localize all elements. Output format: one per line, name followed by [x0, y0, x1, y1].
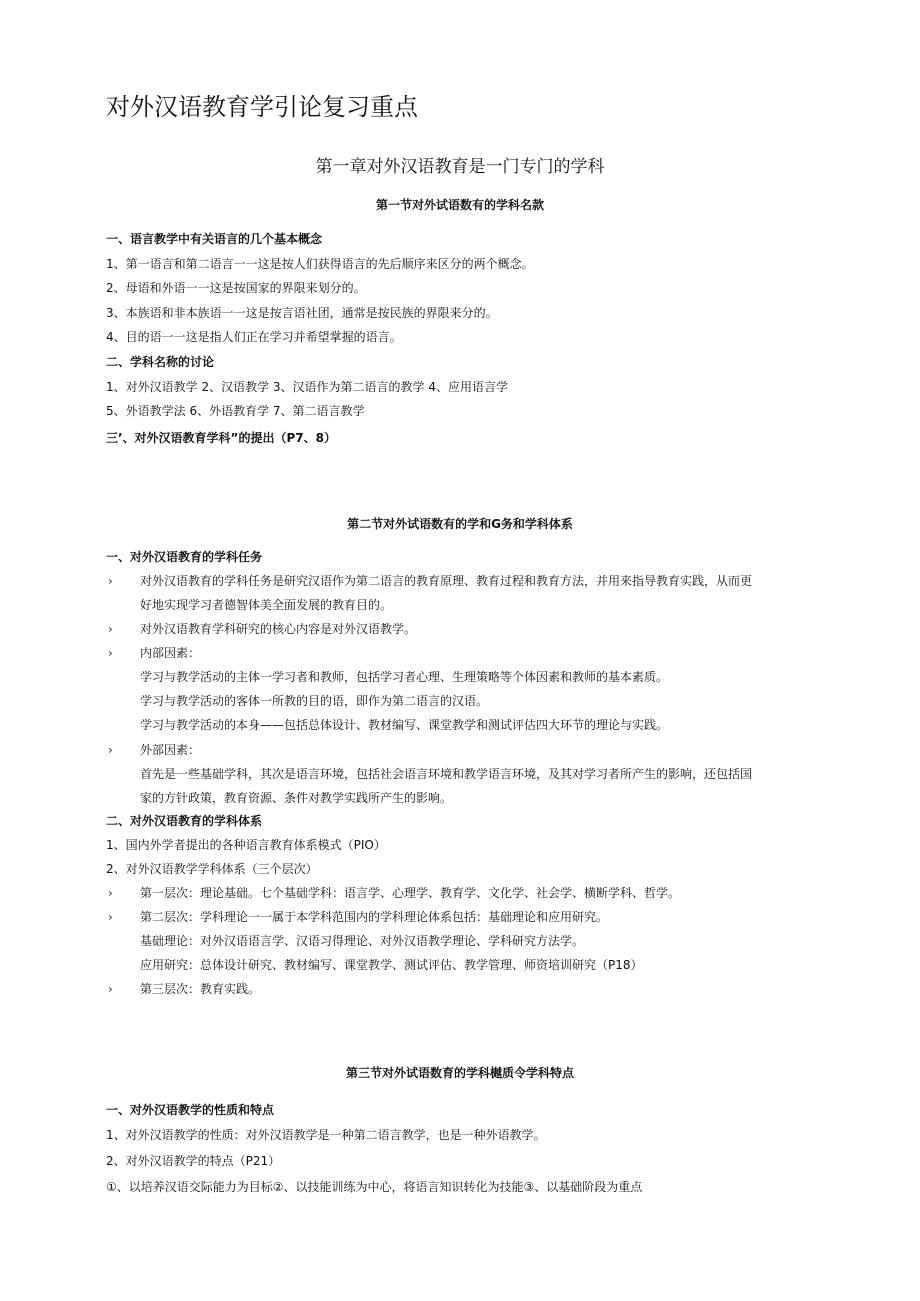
list-item: 1、对外汉语教学的性质：对外汉语教学是一种第二语言教学，也是一种外语教学。 — [106, 1128, 546, 1142]
bullet-text-continuation: 好地实现学习者德智体美全面发展的教育目的。 — [140, 598, 393, 612]
bullet-text: 对外汉语教育的学科任务是研究汉语作为第二语言的教育原理、教育过程和教育方法，并用来指导教育实践，从而更 — [140, 574, 753, 588]
bullet-text: 第一层次：理论基础。七个基础学科：语言学、心理学、教育学、文化学、社会学、横断学科、哲学。 — [140, 886, 681, 900]
section-1-title: 第一节对外试语数有的学科名款 — [375, 198, 544, 212]
list-item: 2、对外汉语教学的特点（P21） — [106, 1154, 281, 1168]
bullet-text: 内部因素： — [140, 646, 201, 660]
bullet-icon: › — [108, 910, 113, 924]
section-1-heading-2: 二、学科名称的讨论 — [106, 355, 215, 369]
list-item: 2、对外汉语教学学科体系（三个层次） — [106, 862, 318, 876]
list-item: ①、以培养汉语交际能力为目标②、以技能训练为中心，将语言知识转化为技能③、以基础阶段为重点 — [106, 1180, 643, 1194]
bullet-icon: › — [108, 646, 113, 660]
sub-line: 学习与教学活动的主体一学习者和教师，包括学习者心理、生理策略等个体因素和教师的基本素质。 — [140, 670, 669, 684]
sub-line: 学习与教学活动的客体一所教的目的语，即作为第二语言的汉语。 — [140, 694, 489, 708]
document-title: 对外汉语教育学引论复习重点 — [106, 93, 418, 121]
bullet-text: 第三层次：教育实践。 — [140, 982, 261, 996]
bullet-icon: › — [108, 982, 113, 996]
list-item: 1、国内外学者提出的各种语言教育体系模式（PIO） — [106, 838, 386, 852]
section-1-heading-1: 一、语言教学中有关语言的几个基本概念 — [106, 232, 323, 246]
list-item: 5、外语教学法 6、外语教育学 7、第二语言教学 — [106, 404, 365, 418]
sub-line: 学习与教学活动的本身——包括总体设计、教材编写、课堂教学和测试评估四大环节的理论与实践。 — [140, 718, 669, 732]
list-item: 2、母语和外语一一这是按国家的界限来划分的。 — [106, 281, 366, 295]
sub-line: 基础理论：对外汉语语言学、汉语习得理论、对外汉语教学理论、学科研究方法学。 — [140, 934, 585, 948]
sub-line: 家的方针政策，教育资源、条件对教学实践所产生的影响。 — [140, 791, 453, 805]
bullet-text: 第二层次：学科理论一一属于本学科范围内的学科理论体系包括：基础理论和应用研究。 — [140, 910, 609, 924]
list-item: 1、第一语言和第二语言一一这是按人们获得语言的先后顺序来区分的两个概念。 — [106, 257, 534, 271]
list-item: 3、本族语和非本族语一一这是按言语社团，通常是按民族的界限来分的。 — [106, 306, 498, 320]
bullet-icon: › — [108, 622, 113, 636]
list-item: 4、目的语一一这是指人们正在学习并希望掌握的语言。 — [106, 330, 402, 344]
bullet-text: 对外汉语教育学科研究的核心内容是对外汉语教学。 — [140, 622, 417, 636]
bullet-icon: › — [108, 886, 113, 900]
bullet-icon: › — [108, 574, 113, 588]
chapter-title: 第一章对外汉语教育是一门专门的学科 — [315, 157, 605, 177]
sub-line: 应用研究：总体设计研究、教材编写、课堂教学、测试评估、教学管理、师资培训研究（P18） — [140, 958, 643, 972]
sub-line: 首先是一些基础学科，其次是语言环境，包括社会语言环境和教学语言环境，及其对学习者所产生的影响，还包括国 — [140, 767, 753, 781]
section-2-title: 第二节对外试语数有的学和G务和学科体系 — [347, 517, 573, 531]
section-2-heading-1: 一、对外汉语教育的学科任务 — [106, 550, 263, 564]
bullet-icon: › — [108, 743, 113, 757]
list-item: 1、对外汉语教学 2、汉语教学 3、汉语作为第二语言的教学 4、应用语言学 — [106, 380, 508, 394]
section-1-heading-3: 三’、对外汉语教育学科”的提出（P7、8） — [106, 431, 336, 445]
section-3-title: 第三节对外试语数育的学科樾质令学科特点 — [345, 1066, 574, 1080]
section-2-heading-2: 二、对外汉语教育的学科体系 — [106, 814, 263, 828]
section-3-heading-1: 一、对外汉语教学的性质和特点 — [106, 1103, 275, 1117]
bullet-text: 外部因素： — [140, 743, 201, 757]
